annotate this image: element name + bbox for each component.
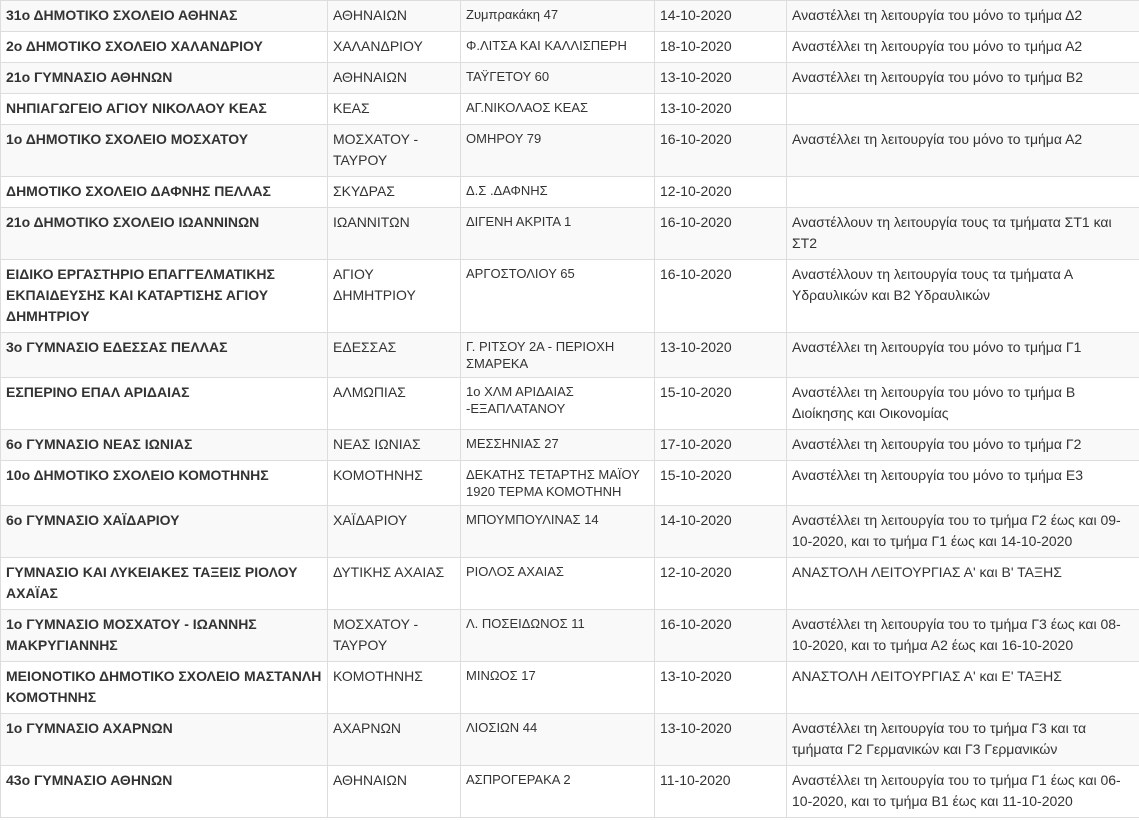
- note-cell: Αναστέλλει τη λειτουργία του μόνο το τμήμα Β Διοίκησης και Οικονομίας: [787, 378, 1139, 430]
- school-name-cell: ΓΥΜΝΑΣΙΟ ΚΑΙ ΛΥΚΕΙΑΚΕΣ ΤΑΞΕΙΣ ΡΙΟΛΟΥ ΑΧΑΪΑΣ: [1, 558, 328, 610]
- note-cell: Αναστέλλει τη λειτουργία του το τμήμα Γ3 και τα τμήματα Γ2 Γερμανικών και Γ3 Γερμανικών: [787, 714, 1139, 766]
- address-cell: ΑΣΠΡΟΓΕΡΑΚΑ 2: [461, 766, 655, 818]
- note-cell: ΑΝΑΣΤΟΛΗ ΛΕΙΤΟΥΡΓΙΑΣ Α' και Β' ΤΑΞΗΣ: [787, 558, 1139, 610]
- municipality-cell: ΝΕΑΣ ΙΩΝΙΑΣ: [328, 430, 461, 461]
- date-cell: 13-10-2020: [655, 63, 787, 94]
- table-row: [1, 333, 1139, 378]
- school-name-cell: 1ο ΔΗΜΟΤΙΚΟ ΣΧΟΛΕΙΟ ΜΟΣΧΑΤΟΥ: [1, 125, 328, 177]
- date-cell: 13-10-2020: [655, 333, 787, 378]
- table-row: [1, 558, 1139, 610]
- school-name-cell: 6ο ΓΥΜΝΑΣΙΟ ΧΑΪΔΑΡΙΟΥ: [1, 506, 328, 558]
- date-cell: 12-10-2020: [655, 177, 787, 208]
- table-row: [1, 63, 1139, 94]
- address-cell: Λ. ΠΟΣΕΙΔΩΝΟΣ 11: [461, 610, 655, 662]
- date-cell: 15-10-2020: [655, 461, 787, 506]
- address-cell: Γ. ΡΙΤΣΟΥ 2Α - ΠΕΡΙΟΧΗ ΣΜΑΡΕΚΑ: [461, 333, 655, 378]
- table-row: [1, 208, 1139, 260]
- school-name-cell: ΕΙΔΙΚΟ ΕΡΓΑΣΤΗΡΙΟ ΕΠΑΓΓΕΛΜΑΤΙΚΗΣ ΕΚΠΑΙΔΕΥΣΗΣ ΚΑΙ ΚΑΤΑΡΤΙΣΗΣ ΑΓΙΟΥ ΔΗΜΗΤΡΙΟΥ: [1, 260, 328, 333]
- municipality-cell: ΣΚΥΔΡΑΣ: [328, 177, 461, 208]
- address-cell: ΟΜΗΡΟΥ 79: [461, 125, 655, 177]
- note-cell: [787, 94, 1139, 125]
- note-cell: Αναστέλλει τη λειτουργία του μόνο το τμήμα Α2: [787, 32, 1139, 63]
- school-name-cell: ΝΗΠΙΑΓΩΓΕΙΟ ΑΓΙΟΥ ΝΙΚΟΛΑΟΥ ΚΕΑΣ: [1, 94, 328, 125]
- table-row: [1, 94, 1139, 125]
- date-cell: 14-10-2020: [655, 1, 787, 32]
- note-cell: Αναστέλλουν τη λειτουργία τους τα τμήματα Α Υδραυλικών και Β2 Υδραυλικών: [787, 260, 1139, 333]
- school-name-cell: 1ο ΓΥΜΝΑΣΙΟ ΑΧΑΡΝΩΝ: [1, 714, 328, 766]
- school-name-cell: ΕΣΠΕΡΙΝΟ ΕΠΑΛ ΑΡΙΔΑΙΑΣ: [1, 378, 328, 430]
- date-cell: 16-10-2020: [655, 125, 787, 177]
- school-name-cell: 10ο ΔΗΜΟΤΙΚΟ ΣΧΟΛΕΙΟ ΚΟΜΟΤΗΝΗΣ: [1, 461, 328, 506]
- address-cell: ΔΕΚΑΤΗΣ ΤΕΤΑΡΤΗΣ ΜΑΪΟΥ 1920 ΤΕΡΜΑ ΚΟΜΟΤΗΝΗ: [461, 461, 655, 506]
- date-cell: 16-10-2020: [655, 260, 787, 333]
- school-name-cell: 43ο ΓΥΜΝΑΣΙΟ ΑΘΗΝΩΝ: [1, 766, 328, 818]
- note-cell: Αναστέλλει τη λειτουργία του το τμήμα Γ1 έως και 06-10-2020, και το τμήμα Β1 έως και 11-10-2020: [787, 766, 1139, 818]
- municipality-cell: ΜΟΣΧΑΤΟΥ - ΤΑΥΡΟΥ: [328, 125, 461, 177]
- address-cell: ΛΙΟΣΙΩΝ 44: [461, 714, 655, 766]
- address-cell: ΜΕΣΣΗΝΙΑΣ 27: [461, 430, 655, 461]
- note-cell: Αναστέλλει τη λειτουργία του μόνο το τμήμα Γ1: [787, 333, 1139, 378]
- date-cell: 17-10-2020: [655, 430, 787, 461]
- municipality-cell: ΑΘΗΝΑΙΩΝ: [328, 766, 461, 818]
- table-row: [1, 714, 1139, 766]
- date-cell: 15-10-2020: [655, 378, 787, 430]
- table-row: [1, 125, 1139, 177]
- note-cell: Αναστέλλει τη λειτουργία του μόνο το τμήμα Β2: [787, 63, 1139, 94]
- table-row: [1, 461, 1139, 506]
- date-cell: 16-10-2020: [655, 208, 787, 260]
- address-cell: ΜΙΝΩΟΣ 17: [461, 662, 655, 714]
- municipality-cell: ΚΟΜΟΤΗΝΗΣ: [328, 461, 461, 506]
- note-cell: Αναστέλλουν τη λειτουργία τους τα τμήματα ΣΤ1 και ΣΤ2: [787, 208, 1139, 260]
- table-row: [1, 430, 1139, 461]
- municipality-cell: ΑΧΑΡΝΩΝ: [328, 714, 461, 766]
- address-cell: Δ.Σ .ΔΑΦΝΗΣ: [461, 177, 655, 208]
- school-name-cell: 3ο ΓΥΜΝΑΣΙΟ ΕΔΕΣΣΑΣ ΠΕΛΛΑΣ: [1, 333, 328, 378]
- note-cell: Αναστέλλει τη λειτουργία του το τμήμα Γ2 έως και 09-10-2020, και το τμήμα Γ1 έως και 14-10-2020: [787, 506, 1139, 558]
- address-cell: ΤΑΫΓΕΤΟΥ 60: [461, 63, 655, 94]
- address-cell: ΔΙΓΕΝΗ ΑΚΡΙΤΑ 1: [461, 208, 655, 260]
- note-cell: [787, 177, 1139, 208]
- address-cell: 1ο ΧΛΜ ΑΡΙΔΑΙΑΣ -ΕΞΑΠΛΑΤΑΝΟΥ: [461, 378, 655, 430]
- note-cell: Αναστέλλει τη λειτουργία του μόνο το τμήμα Γ2: [787, 430, 1139, 461]
- table-body: [1, 1, 1139, 818]
- note-cell: ΑΝΑΣΤΟΛΗ ΛΕΙΤΟΥΡΓΙΑΣ Α' και Ε' ΤΑΞΗΣ: [787, 662, 1139, 714]
- table-row: [1, 662, 1139, 714]
- table-row: [1, 506, 1139, 558]
- address-cell: Ζυμπρακάκη 47: [461, 1, 655, 32]
- school-name-cell: ΔΗΜΟΤΙΚΟ ΣΧΟΛΕΙΟ ΔΑΦΝΗΣ ΠΕΛΛΑΣ: [1, 177, 328, 208]
- table-row: [1, 610, 1139, 662]
- municipality-cell: ΚΕΑΣ: [328, 94, 461, 125]
- note-cell: Αναστέλλει τη λειτουργία του το τμήμα Γ3 έως και 08-10-2020, και το τμήμα Α2 έως και 16-10-2020: [787, 610, 1139, 662]
- address-cell: ΜΠΟΥΜΠΟΥΛΙΝΑΣ 14: [461, 506, 655, 558]
- date-cell: 14-10-2020: [655, 506, 787, 558]
- address-cell: ΡΙΟΛΟΣ ΑΧΑΙΑΣ: [461, 558, 655, 610]
- municipality-cell: ΔΥΤΙΚΗΣ ΑΧΑΙΑΣ: [328, 558, 461, 610]
- date-cell: 18-10-2020: [655, 32, 787, 63]
- table-row: [1, 260, 1139, 333]
- school-name-cell: 21ο ΓΥΜΝΑΣΙΟ ΑΘΗΝΩΝ: [1, 63, 328, 94]
- municipality-cell: ΜΟΣΧΑΤΟΥ - ΤΑΥΡΟΥ: [328, 610, 461, 662]
- table-row: [1, 378, 1139, 430]
- school-name-cell: 31ο ΔΗΜΟΤΙΚΟ ΣΧΟΛΕΙΟ ΑΘΗΝΑΣ: [1, 1, 328, 32]
- municipality-cell: ΙΩΑΝΝΙΤΩΝ: [328, 208, 461, 260]
- date-cell: 13-10-2020: [655, 662, 787, 714]
- date-cell: 13-10-2020: [655, 714, 787, 766]
- school-name-cell: 1ο ΓΥΜΝΑΣΙΟ ΜΟΣΧΑΤΟΥ - ΙΩΑΝΝΗΣ ΜΑΚΡΥΓΙΑΝΝΗΣ: [1, 610, 328, 662]
- note-cell: Αναστέλλει τη λειτουργία του μόνο το τμήμα Α2: [787, 125, 1139, 177]
- municipality-cell: ΑΘΗΝΑΙΩΝ: [328, 63, 461, 94]
- address-cell: Φ.ΛΙΤΣΑ ΚΑΙ ΚΑΛΛΙΣΠΕΡΗ: [461, 32, 655, 63]
- school-name-cell: ΜΕΙΟΝΟΤΙΚΟ ΔΗΜΟΤΙΚΟ ΣΧΟΛΕΙΟ ΜΑΣΤΑΝΛΗ ΚΟΜΟΤΗΝΗΣ: [1, 662, 328, 714]
- municipality-cell: ΧΑΪΔΑΡΙΟΥ: [328, 506, 461, 558]
- address-cell: ΑΡΓΟΣΤΟΛΙΟΥ 65: [461, 260, 655, 333]
- table-row: [1, 32, 1139, 63]
- municipality-cell: ΚΟΜΟΤΗΝΗΣ: [328, 662, 461, 714]
- note-cell: Αναστέλλει τη λειτουργία του μόνο το τμήμα Ε3: [787, 461, 1139, 506]
- municipality-cell: ΧΑΛΑΝΔΡΙΟΥ: [328, 32, 461, 63]
- municipality-cell: ΑΓΙΟΥ ΔΗΜΗΤΡΙΟΥ: [328, 260, 461, 333]
- municipality-cell: ΑΛΜΩΠΙΑΣ: [328, 378, 461, 430]
- date-cell: 11-10-2020: [655, 766, 787, 818]
- school-name-cell: 2ο ΔΗΜΟΤΙΚΟ ΣΧΟΛΕΙΟ ΧΑΛΑΝΔΡΙΟΥ: [1, 32, 328, 63]
- table-row: [1, 1, 1139, 32]
- school-name-cell: 6ο ΓΥΜΝΑΣΙΟ ΝΕΑΣ ΙΩΝΙΑΣ: [1, 430, 328, 461]
- municipality-cell: ΑΘΗΝΑΙΩΝ: [328, 1, 461, 32]
- address-cell: ΑΓ.ΝΙΚΟΛΑΟΣ ΚΕΑΣ: [461, 94, 655, 125]
- date-cell: 12-10-2020: [655, 558, 787, 610]
- table-row: [1, 766, 1139, 818]
- date-cell: 16-10-2020: [655, 610, 787, 662]
- municipality-cell: ΕΔΕΣΣΑΣ: [328, 333, 461, 378]
- date-cell: 13-10-2020: [655, 94, 787, 125]
- note-cell: Αναστέλλει τη λειτουργία του μόνο το τμήμα Δ2: [787, 1, 1139, 32]
- school-name-cell: 21ο ΔΗΜΟΤΙΚΟ ΣΧΟΛΕΙΟ ΙΩΑΝΝΙΝΩΝ: [1, 208, 328, 260]
- table-row: [1, 177, 1139, 208]
